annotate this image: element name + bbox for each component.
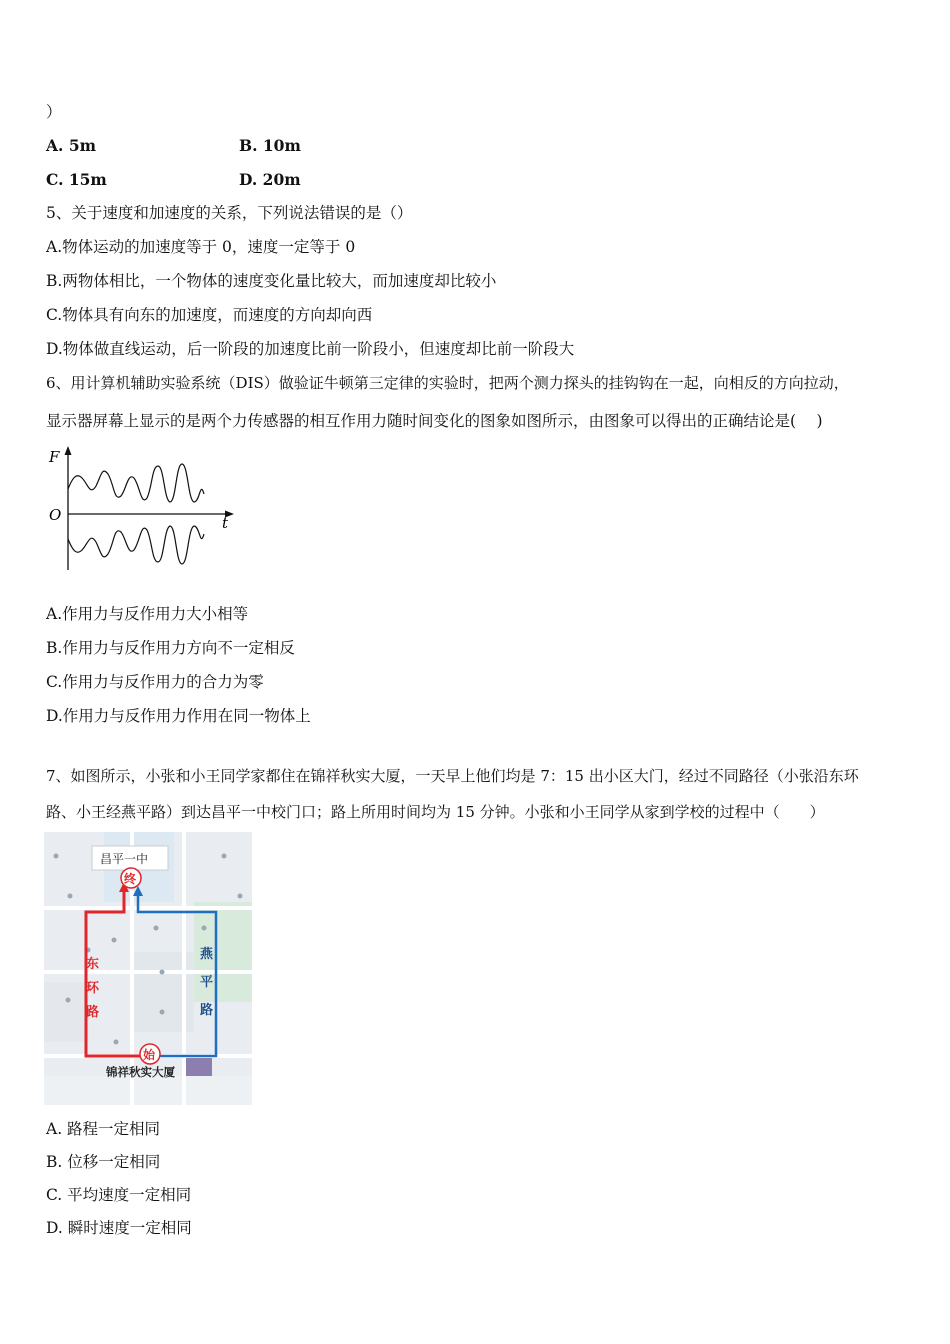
q5-option-a: A.物体运动的加速度等于 0，速度一定等于 0	[46, 238, 356, 256]
graph-x-label: t	[222, 514, 229, 532]
q6-option-d: D.作用力与反作用力作用在同一物体上	[46, 707, 311, 725]
q4-option-a: A. 5m	[46, 136, 97, 155]
q4-option-c: C. 15m	[46, 170, 107, 189]
q6-option-b: B.作用力与反作用力方向不一定相反	[46, 639, 295, 657]
left-road-char-1: 东	[86, 957, 100, 972]
map-end-marker: 终	[124, 872, 137, 886]
q7-option-c: C. 平均速度一定相同	[46, 1186, 192, 1204]
q4-closing-paren: ）	[46, 103, 62, 121]
q6-stem-line2: 显示器屏幕上显示的是两个力传感器的相互作用力随时间变化的图象如图所示，由图象可以得出的正确结论是( )	[46, 412, 823, 430]
right-road-char-2: 平	[200, 975, 214, 990]
left-road-char-3: 路	[86, 1005, 100, 1020]
graph-origin-label: O	[49, 506, 62, 524]
q7-option-a: A. 路程一定相同	[46, 1120, 161, 1138]
graph-y-label: F	[49, 448, 60, 466]
map-start-marker: 始	[143, 1048, 156, 1062]
q7-option-d: D. 瞬时速度一定相同	[46, 1219, 192, 1237]
q7-option-b: B. 位移一定相同	[46, 1153, 161, 1171]
q5-option-c: C.物体具有向东的加速度，而速度的方向却向西	[46, 306, 373, 324]
q7-stem-line1: 7、如图所示，小张和小王同学家都住在锦祥秋实大厦，一天早上他们均是 7：15 出小区大门，经过不同路径（小张沿东环	[46, 767, 859, 785]
q6-option-a: A.作用力与反作用力大小相等	[46, 605, 249, 623]
right-road-char-3: 路	[200, 1003, 214, 1018]
left-road-char-2: 环	[86, 981, 100, 996]
q4-option-b: B. 10m	[239, 136, 301, 155]
map-school-label: 昌平一中	[100, 852, 149, 866]
route-map	[44, 832, 252, 1105]
q7-stem-line2: 路、小王经燕平路）到达昌平一中校门口；路上所用时间均为 15 分钟。小张和小王同学从家到学校的过程中（ ）	[46, 803, 825, 821]
q5-option-d: D.物体做直线运动，后一阶段的加速度比前一阶段小，但速度却比前一阶段大	[46, 340, 575, 358]
q5-stem: 5、关于速度和加速度的关系，下列说法错误的是（）	[46, 204, 413, 222]
right-road-char-1: 燕	[200, 947, 214, 962]
map-home-label: 锦祥秋实大厦	[106, 1065, 175, 1079]
q4-option-d: D. 20m	[239, 170, 301, 189]
q6-option-c: C.作用力与反作用力的合力为零	[46, 673, 264, 691]
q6-stem-line1: 6、用计算机辅助实验系统（DIS）做验证牛顿第三定律的实验时，把两个测力探头的挂钩钩在一起，向相反的方向拉动，	[46, 374, 849, 392]
q5-option-b: B.两物体相比，一个物体的速度变化量比较大，而加速度却比较小	[46, 272, 497, 290]
force-time-graph	[46, 444, 236, 574]
